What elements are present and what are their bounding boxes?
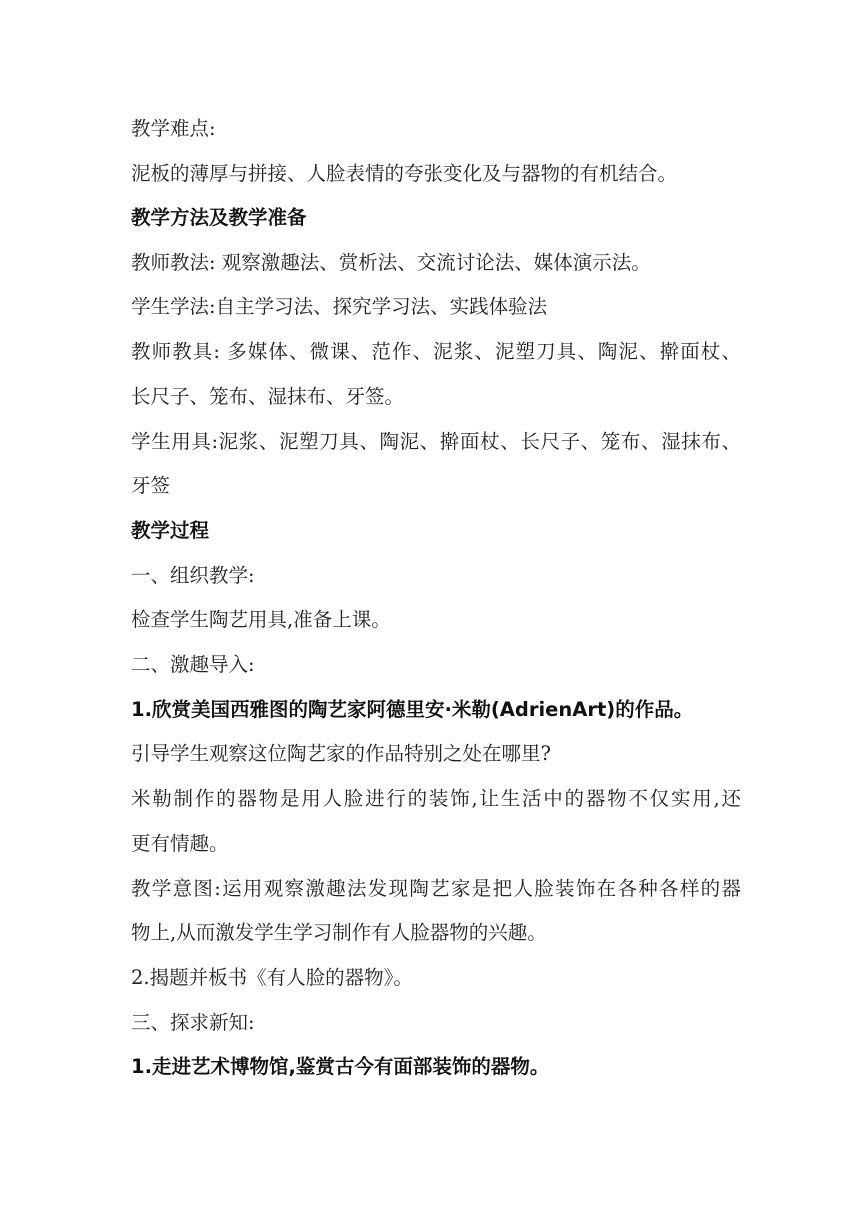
intro-explanation-line1: 米勒制作的器物是用人脸进行的装饰,让生活中的器物不仅实用,还 xyxy=(131,787,741,810)
intro-step2: 2.揭题并板书《有人脸的器物》。 xyxy=(131,966,413,989)
intent-line2: 物上,从而激发学生学习制作有人脸器物的兴趣。 xyxy=(131,921,547,944)
intro-question: 引导学生观察这位陶艺家的作品特别之处在哪里? xyxy=(131,742,551,765)
teacher-tools-line1: 教师教具: 多媒体、微课、范作、泥浆、泥塑刀具、陶泥、擀面杖、 xyxy=(131,340,741,363)
section-organize: 一、组织教学: xyxy=(131,564,255,587)
student-tools-line2: 牙签 xyxy=(131,474,171,497)
intro-step1: 1.欣赏美国西雅图的陶艺家阿德里安·米勒(AdrienArt)的作品。 xyxy=(131,698,694,721)
explore-step1: 1.走进艺术博物馆,鉴赏古今有面部装饰的器物。 xyxy=(131,1055,550,1078)
difficulty-heading: 教学难点: xyxy=(131,117,216,140)
difficulty-content: 泥板的薄厚与拼接、人脸表情的夸张变化及与器物的有机结合。 xyxy=(131,162,678,185)
organize-content: 检查学生陶艺用具,准备上课。 xyxy=(131,608,391,631)
section-intro: 二、激趣导入: xyxy=(131,653,255,676)
intent-line1: 教学意图:运用观察激趣法发现陶艺家是把人脸装饰在各种各样的器 xyxy=(131,877,741,900)
teacher-methods: 教师教法: 观察激趣法、赏析法、交流讨论法、媒体演示法。 xyxy=(131,251,651,274)
teacher-tools-line2: 长尺子、笼布、湿抹布、牙签。 xyxy=(131,385,405,408)
methods-heading: 教学方法及教学准备 xyxy=(131,206,307,229)
section-explore: 三、探求新知: xyxy=(131,1011,255,1034)
intro-explanation-line2: 更有情趣。 xyxy=(131,832,229,855)
process-heading: 教学过程 xyxy=(131,519,210,542)
student-tools-line1: 学生用具:泥浆、泥塑刀具、陶泥、擀面杖、长尺子、笼布、湿抹布、 xyxy=(131,430,741,453)
student-methods: 学生学法:自主学习法、探究学习法、实践体验法 xyxy=(131,295,548,318)
